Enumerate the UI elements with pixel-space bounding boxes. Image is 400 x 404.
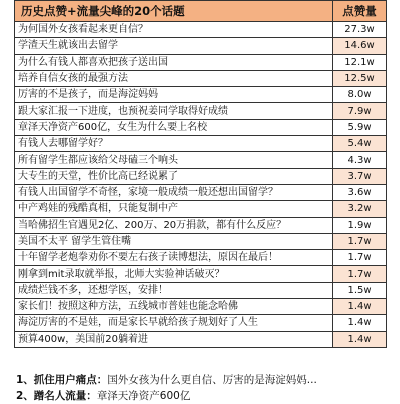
- likes-cell: 5.9w: [333, 119, 387, 135]
- likes-cell: 3.7w: [333, 168, 387, 184]
- table-row: [15, 331, 387, 347]
- topic-cell: 跟大家汇报一下进度，也预祝姜同学取得好成绩: [15, 103, 333, 119]
- likes-cell: 12.1w: [333, 54, 387, 70]
- topic-cell: 学渣天生就该出去留学: [15, 38, 333, 54]
- likes-cell: 3.2w: [333, 201, 387, 217]
- topic-cell: 中产鸡娃的残酷真相，只能复制中产: [15, 201, 333, 217]
- table-row: [15, 54, 387, 70]
- topic-cell: 海淀厉害的不是娃，而是家长早就给孩子规划好了人生: [15, 315, 333, 331]
- note-text: 国外女孩为什么更自信、厉害的是海淀妈妈...: [107, 374, 317, 386]
- likes-cell: 5.4w: [333, 136, 387, 152]
- topic-cell: 所有留学生都应该给父母磕三个响头: [15, 152, 333, 168]
- note-item: [16, 372, 386, 388]
- topic-cell: 有钱人出国留学不奇怪，家境一般成绩一般还想出国留学？: [15, 184, 333, 200]
- likes-cell: 3.6w: [333, 184, 387, 200]
- notes-section: [16, 372, 386, 404]
- table-row: [15, 152, 387, 168]
- table-row: [15, 168, 387, 184]
- likes-cell: 1.9w: [333, 217, 387, 233]
- topic-cell: 大专生的天堂，性价比高已经说累了: [15, 168, 333, 184]
- topic-cell: 为何国外女孩看起来更自信？: [15, 22, 333, 38]
- table-row: [15, 266, 387, 282]
- likes-cell: 27.3w: [333, 22, 387, 38]
- table-header-row: [15, 1, 387, 22]
- table-row: [15, 38, 387, 54]
- topic-cell: 十年留学老炮拳劝你不要左右孩子读博想法，原因在最后！: [15, 250, 333, 266]
- table-row: [15, 22, 387, 38]
- topic-cell: 成绩烂钱不多，还想学医，安排！: [15, 282, 333, 298]
- note-label: 1、抓住用户痛点：: [16, 374, 108, 386]
- note-label: 2、蹭名人流量：: [16, 390, 97, 402]
- topic-cell: 美国不太平 留学生管住嘴: [15, 233, 333, 249]
- likes-column-header: 点赞量: [333, 1, 387, 22]
- likes-cell: 1.7w: [333, 250, 387, 266]
- likes-cell: 8.0w: [333, 87, 387, 103]
- topic-cell: 厉害的不是孩子，而是海淀妈妈: [15, 87, 333, 103]
- topic-cell: 有钱人去哪留学好？: [15, 136, 333, 152]
- topic-column-header: 历史点赞+流量尖峰的20个话题: [15, 1, 333, 22]
- likes-cell: 14.6w: [333, 38, 387, 54]
- topic-cell: 当哈佛招生官遇见2亿、200万、20万捐款，都有什么反应？: [15, 217, 333, 233]
- likes-cell: 1.7w: [333, 266, 387, 282]
- table-row: [15, 299, 387, 315]
- table-row: [15, 119, 387, 135]
- likes-cell: 1.4w: [333, 299, 387, 315]
- topic-cell: 家长们！按照这种方法，五线城市普娃也能念哈佛: [15, 299, 333, 315]
- table-row: [15, 184, 387, 200]
- topic-cell: 为什么有钱人都喜欢把孩子送出国: [15, 54, 333, 70]
- topic-cell: 预算400w，美国前20躺着进: [15, 331, 333, 347]
- table-row: [15, 103, 387, 119]
- table-row: [15, 282, 387, 298]
- topic-cell: 培养自信女孩的最强方法: [15, 70, 333, 86]
- table-row: [15, 87, 387, 103]
- likes-cell: 1.4w: [333, 315, 387, 331]
- likes-cell: 1.4w: [333, 331, 387, 347]
- table-row: [15, 70, 387, 86]
- likes-cell: 12.5w: [333, 70, 387, 86]
- table-row: [15, 233, 387, 249]
- table-body: [15, 22, 387, 348]
- topic-cell: 章泽天净资产600亿，女生为什么要上名校: [15, 119, 333, 135]
- likes-cell: 1.5w: [333, 282, 387, 298]
- table-row: [15, 315, 387, 331]
- likes-cell: 1.7w: [333, 233, 387, 249]
- table-row: [15, 250, 387, 266]
- table-row: [15, 201, 387, 217]
- table-row: [15, 136, 387, 152]
- likes-cell: 4.3w: [333, 152, 387, 168]
- note-text: 章泽天净资产600亿: [96, 390, 191, 402]
- note-item: [16, 388, 386, 404]
- table-row: [15, 217, 387, 233]
- topic-cell: 刚拿到mit录取就举报，北师大实验神话破灭？: [15, 266, 333, 282]
- likes-cell: 7.9w: [333, 103, 387, 119]
- topics-table: [14, 0, 387, 348]
